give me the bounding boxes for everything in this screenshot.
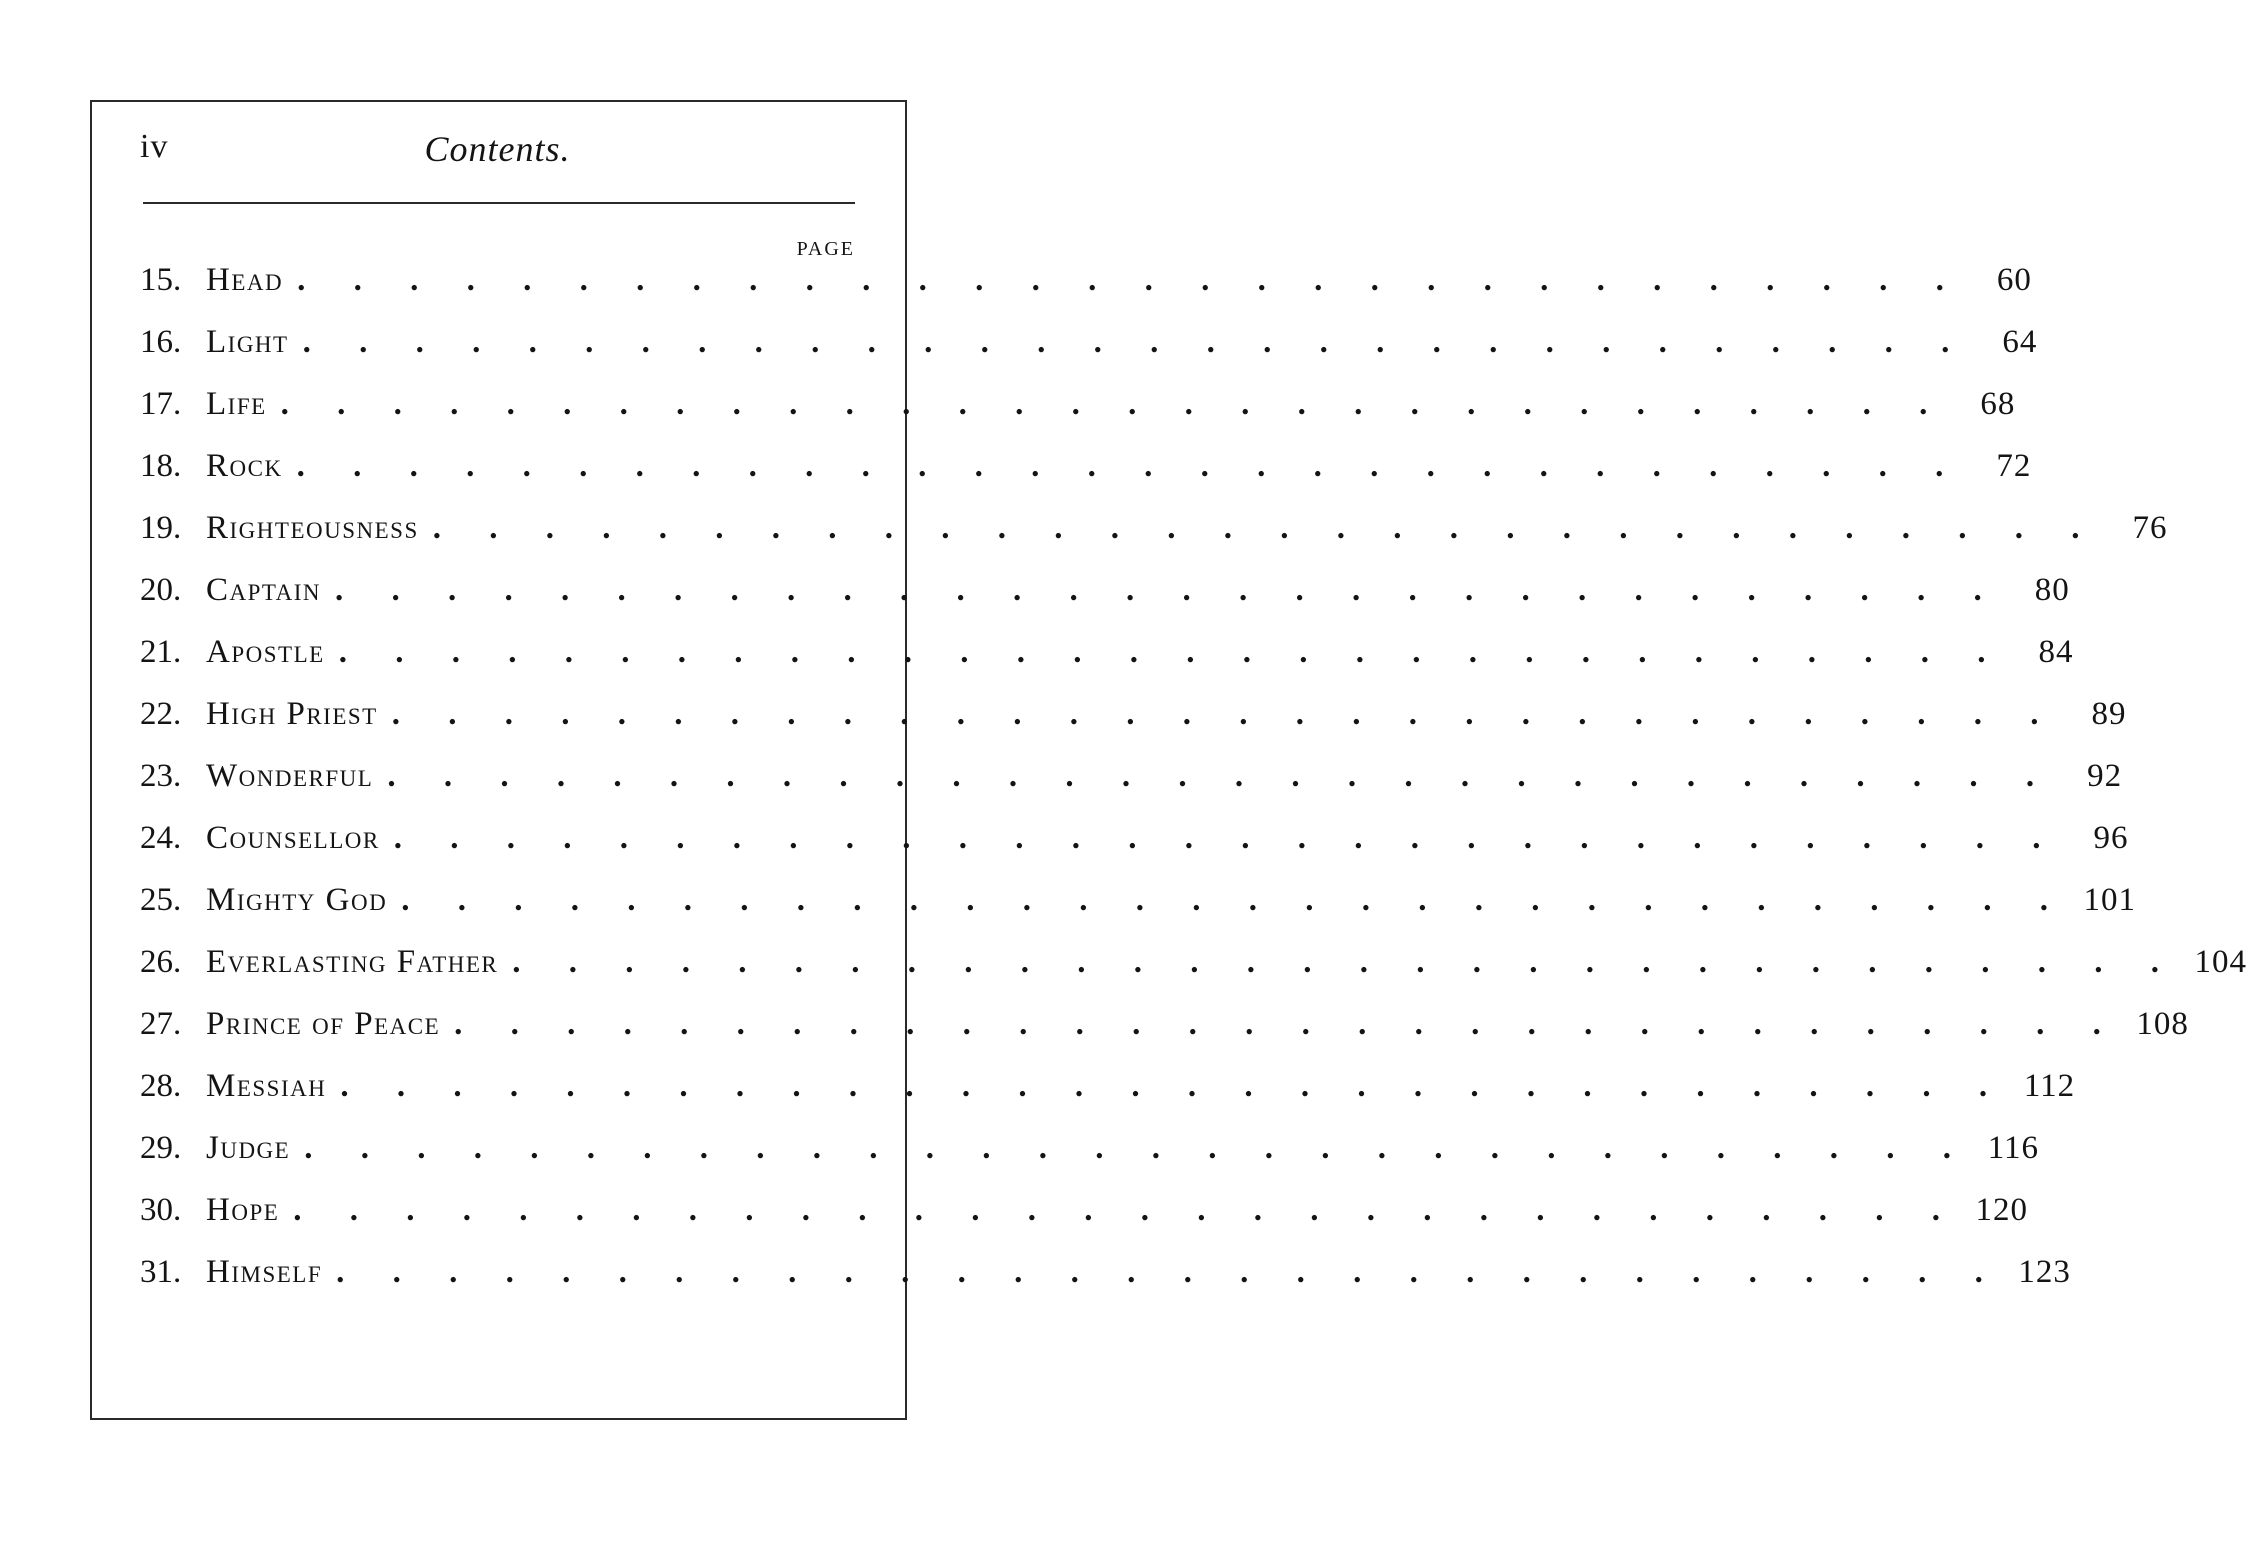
toc-entry-page: 116	[1987, 1130, 2039, 1166]
toc-entry-title: Judge	[206, 1130, 291, 1166]
toc-entry	[140, 1254, 2071, 1316]
toc-entry-number: 23.	[140, 758, 182, 794]
toc-entry-page: 112	[2023, 1068, 2076, 1104]
toc-entry-page: 101	[2083, 882, 2136, 918]
page-column-label: PAGE	[796, 238, 855, 260]
toc-entry-page: 96	[2093, 820, 2129, 856]
toc-entry-title: Himself	[206, 1254, 323, 1290]
toc-entry-page: 72	[1996, 448, 2032, 484]
toc-entry-number: 17.	[140, 386, 182, 422]
toc-entry-title: High Priest	[206, 696, 378, 732]
toc-entry	[140, 324, 2038, 386]
dot-leader: . . . . . . . . . . . . . . . . . . . . . . . . . . . . . .	[401, 882, 2068, 918]
toc-entry-title: Light	[206, 324, 289, 360]
toc-entry	[140, 510, 2168, 572]
running-title: Contents.	[424, 129, 571, 169]
toc-entry-page: 104	[2194, 944, 2247, 980]
toc-entry-number: 21.	[140, 634, 182, 670]
toc-entry-title: Life	[206, 386, 267, 422]
toc-entry-title: Captain	[206, 572, 321, 608]
toc-entry-number: 15.	[140, 262, 182, 298]
toc-entry-page: 80	[2034, 572, 2070, 608]
dot-leader: . . . . . . . . . . . . . . . . . . . . . . . . . . . . . .	[280, 386, 1948, 422]
toc-entry-number: 19.	[140, 510, 182, 546]
table-of-contents	[140, 262, 2247, 1316]
toc-entry-title: Mighty God	[206, 882, 388, 918]
dot-leader: . . . . . . . . . . . . . . . . . . . . . . . . . . . . . .	[304, 1130, 1971, 1166]
dot-leader: . . . . . . . . . . . . . . . . . . . . . . . . . . . . . .	[338, 634, 2006, 670]
toc-entry-page: 108	[2136, 1006, 2189, 1042]
toc-entry-number: 18.	[140, 448, 182, 484]
toc-entry	[140, 262, 2032, 324]
header-rule	[143, 202, 855, 204]
toc-entry-title: Hope	[206, 1192, 280, 1228]
toc-entry	[140, 944, 2247, 1006]
dot-leader: . . . . . . . . . . . . . . . . . . . . . . . . . . . . . .	[340, 1068, 2008, 1104]
toc-entry-number: 30.	[140, 1192, 182, 1228]
dot-leader: . . . . . . . . . . . . . . . . . . . . . . . . . . . . . .	[432, 510, 2100, 546]
toc-entry-number: 28.	[140, 1068, 182, 1104]
toc-entry-page: 89	[2091, 696, 2127, 732]
toc-entry	[140, 448, 2032, 510]
page-header	[140, 128, 855, 178]
toc-entry-page: 64	[2002, 324, 2038, 360]
toc-entry-number: 31.	[140, 1254, 182, 1290]
toc-entry-title: Counsellor	[206, 820, 380, 856]
dot-leader: . . . . . . . . . . . . . . . . . . . . . . . . . . . . . .	[393, 820, 2061, 856]
page-number: iv	[140, 128, 169, 165]
dot-leader: . . . . . . . . . . . . . . . . . . . . . . . . . . . . . .	[387, 758, 2055, 794]
toc-entry	[140, 820, 2129, 882]
toc-entry-page: 68	[1980, 386, 2016, 422]
toc-entry	[140, 882, 2136, 944]
toc-entry-title: Wonderful	[206, 758, 374, 794]
toc-entry-number: 16.	[140, 324, 182, 360]
dot-leader: . . . . . . . . . . . . . . . . . . . . . . . . . . . . . .	[335, 572, 2002, 608]
dot-leader: . . . . . . . . . . . . . . . . . . . . . . . . . . . . . .	[297, 262, 1964, 298]
toc-entry	[140, 1130, 2039, 1192]
toc-entry	[140, 696, 2127, 758]
toc-entry-page: 84	[2038, 634, 2074, 670]
toc-entry-title: Apostle	[206, 634, 325, 670]
toc-entry-title: Head	[206, 262, 284, 298]
toc-entry-number: 27.	[140, 1006, 182, 1042]
toc-entry-number: 26.	[140, 944, 182, 980]
toc-entry	[140, 634, 2074, 696]
toc-entry-page: 60	[1996, 262, 2032, 298]
toc-entry	[140, 572, 2070, 634]
toc-entry-page: 92	[2087, 758, 2123, 794]
toc-entry	[140, 1006, 2189, 1068]
toc-entry-page: 76	[2132, 510, 2168, 546]
toc-entry-page: 120	[1975, 1192, 2029, 1228]
toc-entry-number: 20.	[140, 572, 182, 608]
toc-entry-number: 22.	[140, 696, 182, 732]
toc-entry-title: Prince of Peace	[206, 1006, 441, 1042]
dot-leader: . . . . . . . . . . . . . . . . . . . . . . . . . . . . . .	[454, 1006, 2121, 1042]
toc-entry	[140, 758, 2123, 820]
dot-leader: . . . . . . . . . . . . . . . . . . . . . . . . . . . . . .	[512, 944, 2179, 980]
toc-entry-number: 25.	[140, 882, 182, 918]
toc-entry	[140, 1068, 2076, 1130]
toc-entry	[140, 1192, 2029, 1254]
toc-entry-number: 29.	[140, 1130, 182, 1166]
toc-entry-number: 24.	[140, 820, 182, 856]
dot-leader: . . . . . . . . . . . . . . . . . . . . . . . . . . . . . .	[296, 448, 1964, 484]
toc-entry-title: Righteousness	[206, 510, 419, 546]
dot-leader: . . . . . . . . . . . . . . . . . . . . . . . . . . . . . .	[391, 696, 2059, 732]
toc-entry-title: Everlasting Father	[206, 944, 499, 980]
dot-leader: . . . . . . . . . . . . . . . . . . . . . . . . . . . . . .	[336, 1254, 2003, 1290]
dot-leader: . . . . . . . . . . . . . . . . . . . . . . . . . . . . . .	[293, 1192, 1961, 1228]
toc-entry-page: 123	[2018, 1254, 2071, 1290]
toc-entry-title: Rock	[206, 448, 283, 484]
dot-leader: . . . . . . . . . . . . . . . . . . . . . . . . . . . . . .	[302, 324, 1970, 360]
toc-entry-title: Messiah	[206, 1068, 327, 1104]
toc-entry	[140, 386, 2016, 448]
